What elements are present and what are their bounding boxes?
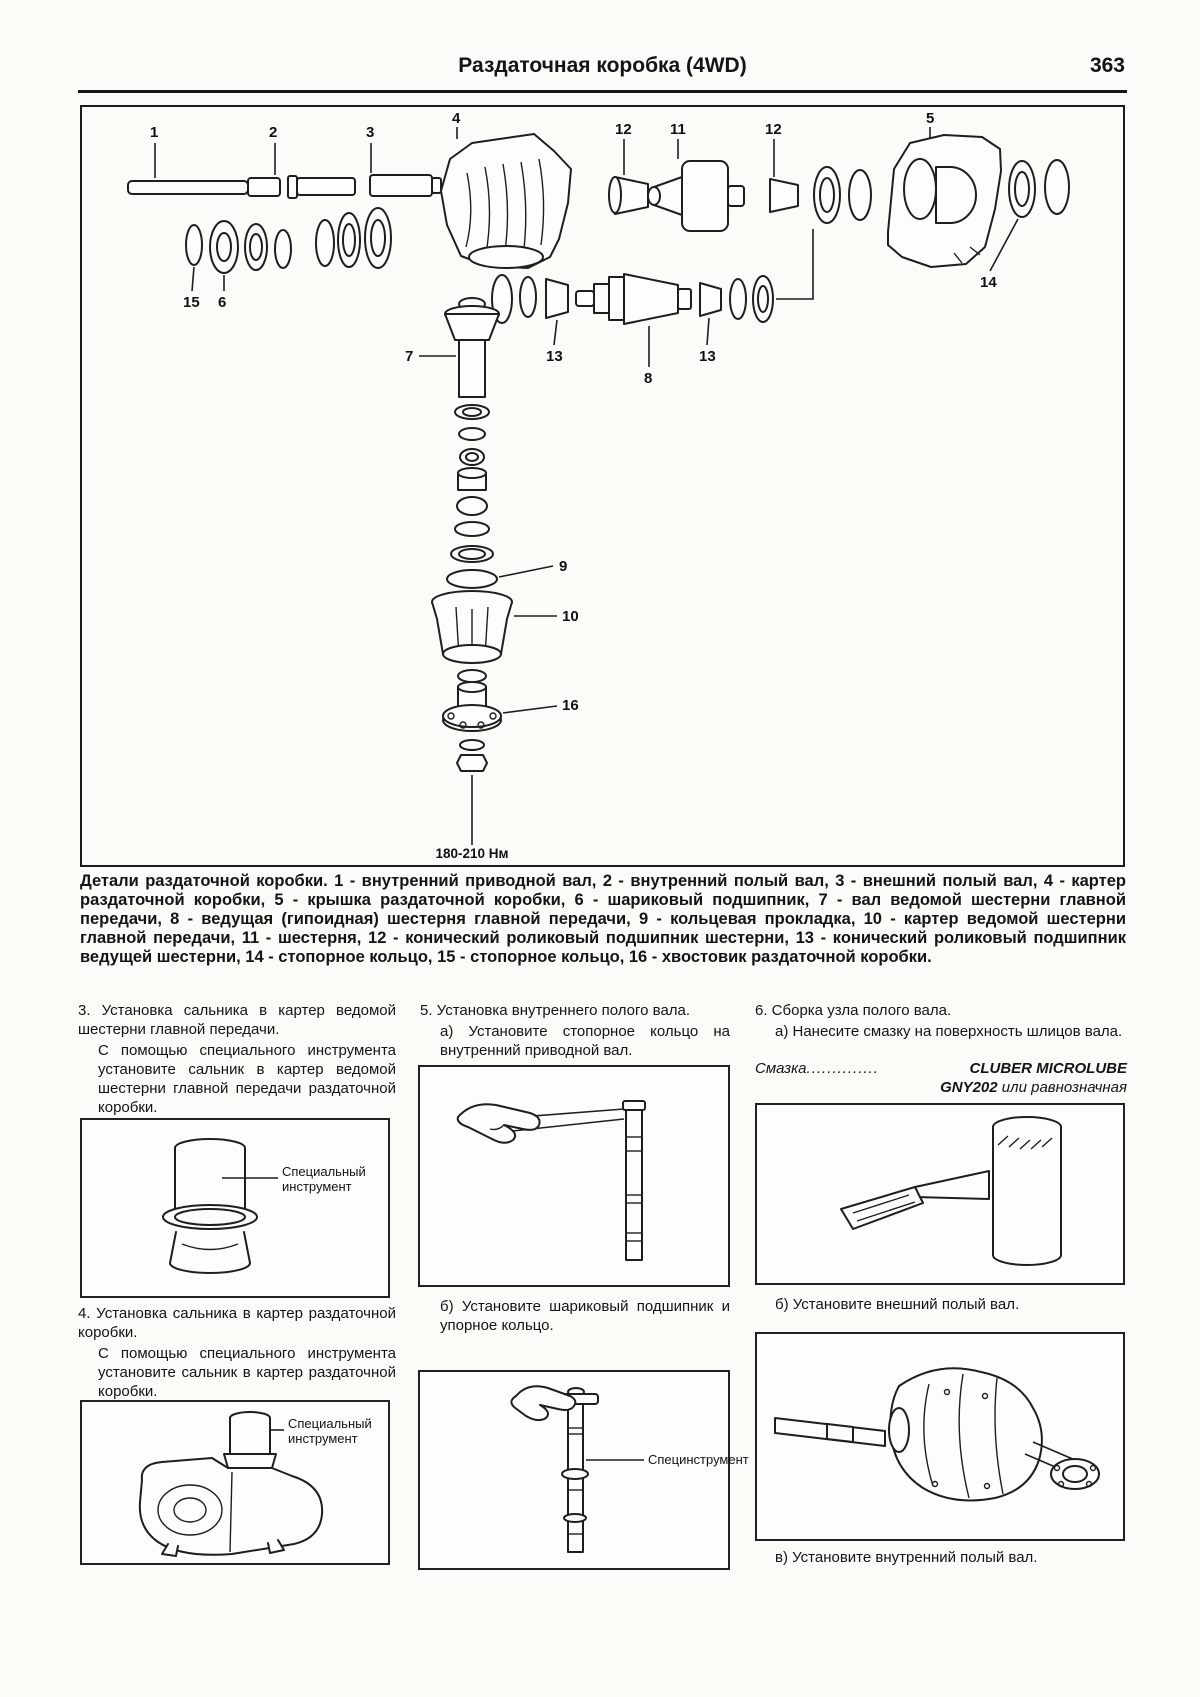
callout-13b: 13 [699,348,716,365]
callout-7: 7 [405,348,414,365]
taper-bearing-12b [770,179,798,212]
step-5a-body: а) Установите стопорное кольцо на внутренний приводной вал. [440,1023,730,1059]
figure-bearing-install [418,1370,749,1570]
parts-caption: Детали раздаточной коробки. 1 - внутренний приводной вал, 2 - внутренний полый вал, 3 - внешний полый вал, 4 - картер раздаточной коробки, 5 - крышка раздаточной коробки, 6 - шариковый подшипник, 7 - вал ведомой шестерни главной передачи, 8 - ведущая (гипоидная) шестерня главной передачи, 9 - кольцевая прокладка, 10 - картер ведомой шестерни главной передачи, 11 - шестерня, 12 - конический роликовый подшипник шестерни, 13 - конический роликовый подшипник ведущей шестерни, 14 - стопорное кольцо, 15 - стопорное кольцо, 16 - хвостовик раздаточной коробки. [80,872,1126,966]
inner-drive-shaft-1 [128,178,280,196]
step-4-heading: 4. Установка сальника в картер раздаточной коробки. [78,1305,396,1341]
special-tool-label: Специальный инструмент [282,1164,366,1194]
callout-14: 14 [980,274,997,291]
grease-value: CLUBER MICROLUBE [969,1060,1127,1077]
step-5b-body: б) Установите шариковый подшипник и упорное кольцо. [440,1298,730,1334]
grease-label: Смазка [755,1060,807,1077]
callout-10: 10 [562,608,579,625]
callout-16: 16 [562,697,579,714]
callout-13a: 13 [546,348,563,365]
callout-3: 3 [366,124,375,141]
callout-11: 11 [670,121,686,138]
step-6b-text [755,1295,1127,1316]
figure-case-seal-tool [80,1400,390,1565]
figure-snap-ring-install [418,1065,730,1287]
step-6v-text [755,1548,1127,1569]
callout-2: 2 [269,124,278,141]
figure-seal-tool [80,1118,390,1298]
step-3-heading: 3. Установка сальника в картер ведомой шестерни главной передачи. [78,1002,396,1038]
page-title: Раздаточная коробка (4WD) [458,54,747,77]
grease-leader-dots: .............. [806,1060,879,1077]
rings-mid-top [814,167,871,223]
figure-apply-grease [755,1103,1125,1285]
callout-leader-lines [155,127,1018,713]
callout-15: 15 [183,294,200,311]
header-rule [78,90,1127,93]
figure-install-outer-shaft-svg [757,1334,1123,1539]
taper-bearing-12a [609,177,648,214]
step-4-text [78,1304,396,1403]
figure-snap-ring-svg [420,1067,728,1285]
step-5-heading: 5. Установка внутреннего полого вала. [420,1002,691,1019]
figure-apply-grease-svg [757,1105,1123,1283]
figure-seal-tool-svg [82,1120,388,1296]
step-3-text [78,1001,396,1119]
figure-bearing-install-svg [420,1372,728,1568]
callout-4: 4 [452,110,461,127]
callout-8: 8 [644,370,653,387]
step-4-body: С помощью специального инструмента установите сальник в картер раздаточной коробки. [98,1345,396,1400]
callout-6: 6 [218,294,227,311]
callout-5: 5 [926,110,935,127]
step-5b-text [420,1297,730,1337]
step-6b-body: б) Установите внешний полый вал. [775,1296,1020,1313]
exploded-diagram-svg [82,107,1119,861]
callout-12a: 12 [615,121,632,138]
callout-12b: 12 [765,121,782,138]
figure-install-outer-shaft [755,1332,1125,1541]
exploded-diagram [80,105,1125,867]
outer-hollow-shaft-3 [370,175,441,196]
step-3-body: С помощью специального инструмента установите сальник в картер ведомой шестерни главной передачи раздаточной коробки. [98,1042,396,1116]
callout-9: 9 [559,558,568,575]
seal-rings-left [186,208,391,273]
pinion-shaft-stack [432,298,512,845]
step-6-heading: 6. Сборка узла полого вала. [755,1002,952,1019]
special-tool-short-label: Специнструмент [648,1452,749,1467]
grease-note: или равнозначная [1001,1079,1127,1096]
grease-spec [755,1059,1127,1097]
step-5-text [420,1001,730,1062]
step-6-text [755,1001,1127,1043]
gear-11 [648,161,744,231]
step-6v-body: в) Установите внутренний полый вал. [775,1549,1038,1566]
transfer-case-cover-5 [888,135,1001,267]
callout-1: 1 [150,124,159,141]
step-6a-body: а) Нанесите смазку на поверхность шлицов вала. [775,1023,1123,1040]
page-number: 363 [1089,54,1125,77]
torque-label: 180-210 Нм [435,846,509,861]
snap-rings-right [1009,160,1069,217]
special-tool-label: Специальный инструмент [288,1416,372,1446]
grease-value-2: GNY202 [940,1079,998,1096]
inner-hollow-shaft-2 [288,176,355,198]
transfer-case-housing-4 [441,134,571,268]
